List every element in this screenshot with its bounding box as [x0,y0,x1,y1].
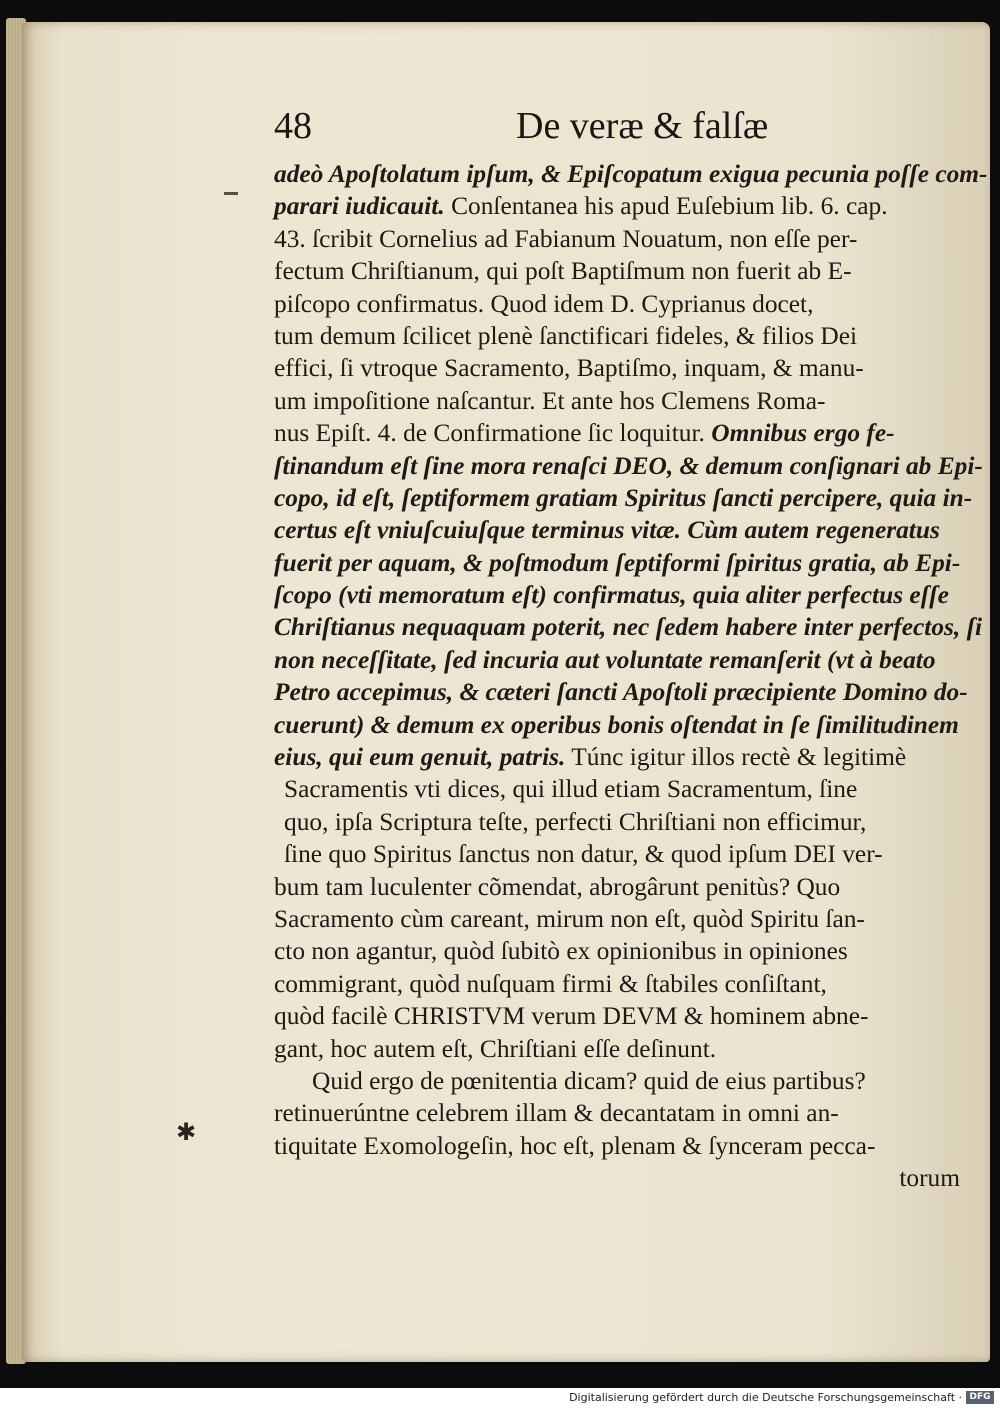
text-line: tum demum ſcilicet plenè ſanctificari fideles, & filios Dei [274,321,858,350]
text-line: commigrant, quòd nuſquam firmi & ſtabiles conſiſtant, [274,969,827,998]
text-line: Quid ergo de pœnitentia dicam? quid de eius partibus? [312,1066,866,1095]
text-line: um impoſitione naſcantur. Et ante hos Clemens Roma- [274,386,826,415]
text-line: quo, ipſa Scriptura teſte, perfecti Chriſtiani non efficimur, [284,807,867,836]
footer-bar [0,1388,1000,1408]
text-line: quòd facilè CHRISTVM verum DEVM & hominem abne- [274,1002,869,1031]
page-number: 48 [274,105,312,147]
text-line: fectum Chriſtianum, qui poſt Baptiſmum non fuerit ab E- [274,257,852,286]
text-line: cuerunt) & demum ex operibus bonis oſtendat in ſe ſimilitudinem [274,710,959,739]
text-line: ſtinandum eſt ſine mora renaſci DEO, & demum conſignari ab Epi- [274,451,983,480]
text-line: ſcopo (vti memoratum eſt) confirmatus, quia aliter perfectus eſſe [274,581,949,610]
text-line: copo, id eſt, ſeptiformem gratiam Spiritus ſancti percipere, quia in- [274,483,973,512]
text-line: parari iudicauit. Conſentanea his apud Euſebium lib. 6. cap. [274,192,888,221]
margin-asterisk-icon: ✱ [176,1118,197,1146]
text-line: Sacramentis vti dices, qui illud etiam Sacramentum, ſine [284,775,858,804]
text-line: non neceſſitate, ſed incuria aut voluntate remanſerit (vt à beato [274,645,936,674]
text-line: eius, qui eum genuit, patris. Túnc igitur illos rectè & legitimè [274,743,907,772]
margin-dash [224,192,238,195]
text-line: cto non agantur, quòd ſubitò ex opinionibus in opiniones [274,937,848,966]
text-line: retinuerúntne celebrem illam & decantatam in omni an- [274,1099,839,1128]
text-line: tiquitate Exomologeſin, hoc eſt, plenam & ſynceram pecca- [274,1131,876,1160]
text-line: torum [899,1164,960,1193]
text-line: bum tam luculenter cõmendat, abrogârunt penitùs? Quo [274,872,841,901]
text-line: effici, ſi vtroque Sacramento, Baptiſmo, inquam, & manu- [274,354,864,383]
text-line: 43. ſcribit Cornelius ad Fabianum Nouatum, non eſſe per- [274,224,858,253]
text-line: gant, hoc autem eſt, Chriſtiani eſſe deſinunt. [274,1034,717,1063]
text-line: ſine quo Spiritus ſanctus non datur, & quod ipſum DEI ver- [284,840,883,869]
text-line: adeò Apoſtolatum ipſum, & Epiſcopatum exigua pecunia poſſe com- [274,160,988,188]
text-line: nus Epiſt. 4. de Confirmatione ſic loquitur. Omnibus ergo fe- [274,419,895,448]
text-line: Chriſtianus nequaquam poterit, nec ſedem habere inter perfectos, ſi [274,613,983,642]
text-line: piſcopo confirmatus. Quod idem D. Cyprianus docet, [274,289,814,318]
body-text [274,158,988,1195]
text-line: Petro accepimus, & cæteri ſancti Apoſtoli præcipiente Domino do- [274,678,968,707]
running-title: De veræ & falſæ [516,105,769,147]
text-line: Sacramento cùm careant, mirum non eſt, quòd Spiritu ſan- [274,904,865,933]
text-line: fuerit per aquam, & poſtmodum ſeptiformi ſpiritus gratia, ab Epi- [274,548,961,577]
text-line: certus eſt vniuſcuiuſque terminus vitæ. Cùm autem regeneratus [274,516,940,545]
page-header [274,104,974,152]
dfg-logo: DFG [966,1391,994,1404]
funding-credit: Digitalisierung gefördert durch die Deutsche Forschungsgemeinschaft · [569,1391,962,1404]
